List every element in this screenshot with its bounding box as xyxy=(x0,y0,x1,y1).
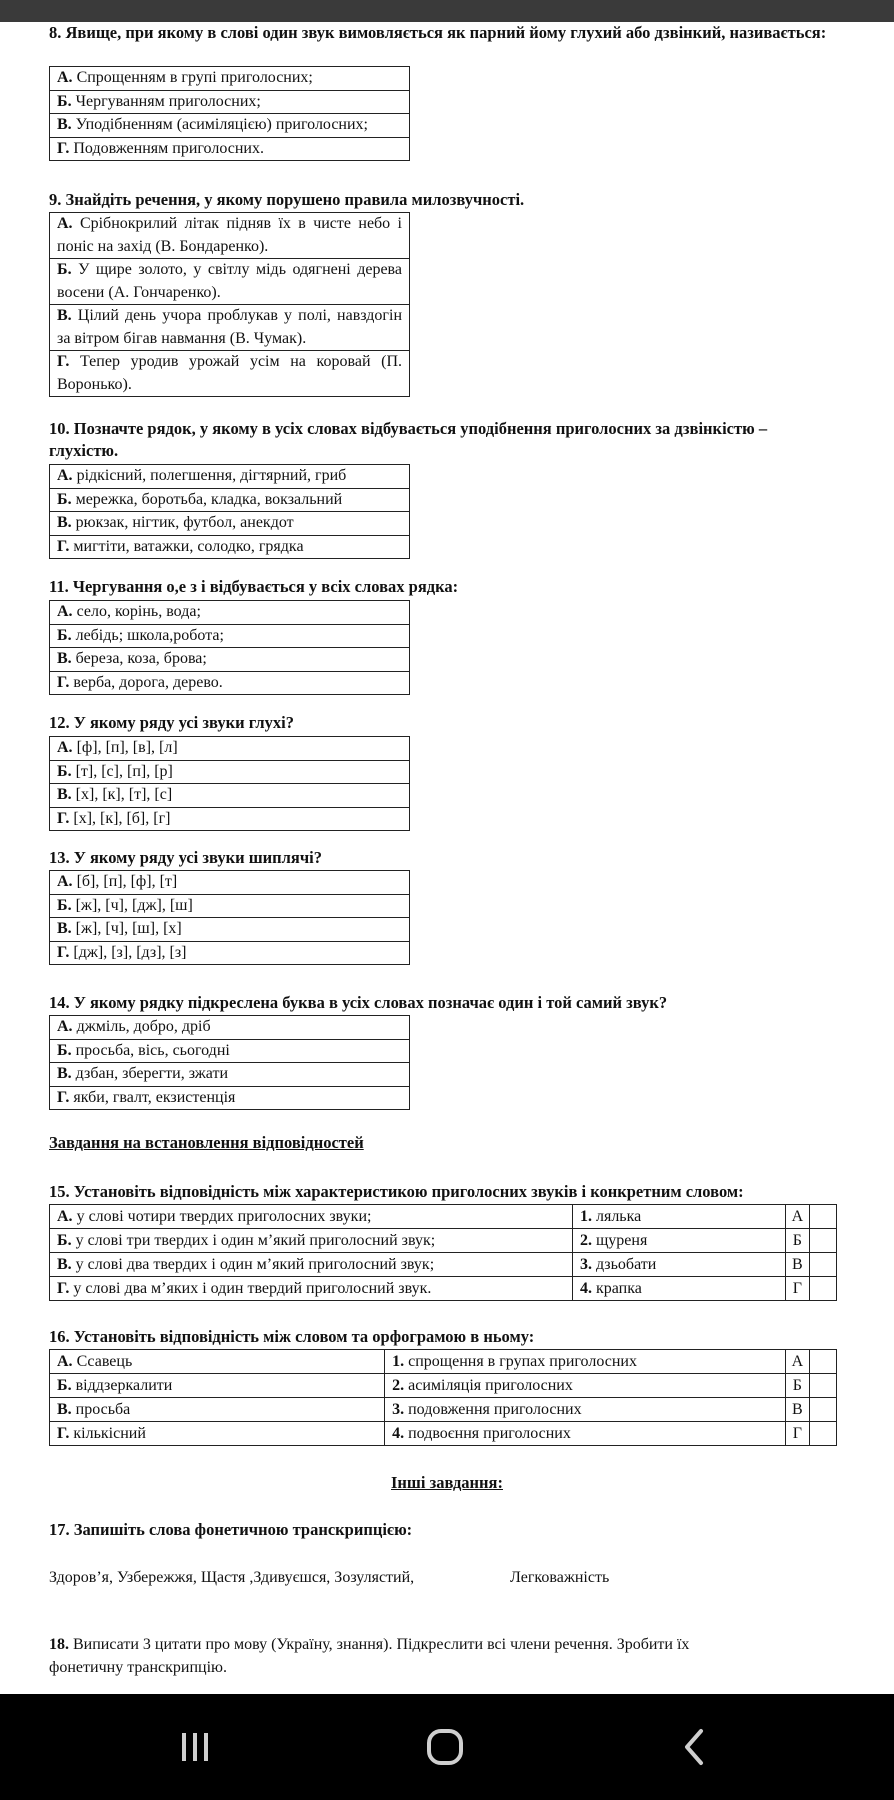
row-number: 1. xyxy=(579,1208,592,1225)
option-letter: Б. xyxy=(57,261,72,278)
option-row xyxy=(50,671,410,695)
option-row xyxy=(50,1016,410,1040)
answer-cell[interactable] xyxy=(809,1253,836,1277)
row-left-text: Ссавець xyxy=(76,1353,133,1370)
row-letter: Г. xyxy=(57,1280,70,1297)
option-letter: Г. xyxy=(57,1088,70,1106)
row-right-text: лялька xyxy=(595,1208,642,1225)
option-letter: В. xyxy=(57,307,72,324)
option-letter: А. xyxy=(57,215,73,232)
option-letter: А. xyxy=(57,603,73,620)
row-left-text: кількісний xyxy=(73,1425,146,1442)
option-row xyxy=(50,1086,410,1110)
option-row xyxy=(50,601,410,625)
question-12-options xyxy=(49,736,410,831)
option-row xyxy=(50,137,410,161)
option-text: якби, гвалт, екзистенція xyxy=(73,1088,236,1106)
question-17-title: 17. Запишіть слова фонетичною транскрипцією: xyxy=(49,1520,413,1539)
option-text: [ж], [ч], [ш], [х] xyxy=(75,920,182,937)
question-17-last-word: Легковажність xyxy=(510,1569,610,1586)
row-number: 1. xyxy=(392,1353,405,1370)
question-13-title: 13. У якому ряду усі звуки шиплячі? xyxy=(49,848,322,867)
option-text: Спрощенням в групі приголосних; xyxy=(76,69,313,86)
answer-cell[interactable] xyxy=(809,1229,836,1253)
option-letter: Г. xyxy=(57,809,70,827)
row-right-text: подовження приголосних xyxy=(408,1401,582,1418)
option-letter: В. xyxy=(57,920,72,937)
row-right-text: спрощення в групах приголосних xyxy=(408,1353,637,1370)
row-letter: Б. xyxy=(57,1232,72,1249)
match-row xyxy=(50,1398,837,1422)
option-text: дзбан, зберегти, зжати xyxy=(75,1065,229,1082)
option-letter: А. xyxy=(57,69,73,86)
match-row xyxy=(50,1229,837,1253)
answer-key-letter: А xyxy=(786,1350,809,1374)
option-row xyxy=(50,488,410,512)
question-18-text: Виписати 3 цитати про мову (Україну, знання). Підкреслити всі члени речення. Зробити їх xyxy=(69,1636,690,1653)
question-9-options xyxy=(49,212,410,397)
question-18-line-2: фонетичну транскрипцію. xyxy=(49,1659,228,1676)
row-right-text: подвоєння приголосних xyxy=(408,1425,571,1442)
option-row xyxy=(50,760,410,784)
home-icon xyxy=(425,1727,465,1767)
recent-apps-icon xyxy=(175,1727,215,1767)
option-text: [ф], [п], [в], [л] xyxy=(76,739,178,756)
match-row xyxy=(50,1277,837,1301)
answer-cell[interactable] xyxy=(809,1422,836,1446)
option-text: просьба, вісь, сьогодні xyxy=(75,1041,230,1059)
option-text: Срібнокрилий літак підняв їх в чисте небо і поніс на захід (В. Бондаренко). xyxy=(57,215,402,255)
answer-cell[interactable] xyxy=(809,1205,836,1229)
option-text: рюкзак, нігтик, футбол, анекдот xyxy=(75,514,294,531)
row-right-text: асиміляція приголосних xyxy=(408,1377,573,1394)
option-text: Тепер уродив урожай усім на коровай (П. Воронько). xyxy=(57,353,403,393)
option-row xyxy=(50,305,410,351)
option-letter: Г. xyxy=(57,353,70,370)
option-letter: В. xyxy=(57,650,72,667)
row-left-text: віддзеркалити xyxy=(71,1377,173,1394)
option-row xyxy=(50,894,410,918)
option-row xyxy=(50,67,410,91)
option-text: [т], [с], [п], [р] xyxy=(75,762,173,780)
row-letter: А. xyxy=(57,1208,73,1225)
answer-cell[interactable] xyxy=(809,1277,836,1301)
option-row xyxy=(50,213,410,259)
option-row xyxy=(50,114,410,138)
option-letter: А. xyxy=(57,739,73,756)
answer-cell[interactable] xyxy=(809,1350,836,1374)
back-icon xyxy=(675,1727,715,1767)
row-left-text: у слові чотири твердих приголосних звуки; xyxy=(76,1208,372,1225)
option-text: [дж], [з], [дз], [з] xyxy=(73,943,187,961)
option-text: Чергуванням приголосних; xyxy=(75,92,261,110)
question-16-title: 16. Установіть відповідність між словом та орфограмою в ньому: xyxy=(49,1327,535,1346)
option-row xyxy=(50,512,410,536)
option-row xyxy=(50,784,410,808)
option-text: село, корінь, вода; xyxy=(76,603,201,620)
question-17-words: Здоров’я, Узбережжя, Щастя ,Здивуєшся, Зозулястий, xyxy=(49,1569,415,1586)
back-button[interactable] xyxy=(645,1694,745,1800)
row-number: 3. xyxy=(392,1401,405,1418)
option-text: [х], [к], [б], [г] xyxy=(73,809,171,827)
option-letter: А. xyxy=(57,467,73,484)
option-letter: А. xyxy=(57,873,73,890)
answer-key-letter: Г xyxy=(786,1422,809,1446)
match-row xyxy=(50,1205,837,1229)
option-letter: Г. xyxy=(57,943,70,961)
answer-cell[interactable] xyxy=(809,1398,836,1422)
row-left-text: у слові два м’яких і один твердий приголосний звук. xyxy=(69,1280,432,1297)
option-letter: В. xyxy=(57,786,72,803)
row-left-text: просьба xyxy=(75,1401,131,1418)
question-12-title: 12. У якому ряду усі звуки глухі? xyxy=(49,713,294,732)
option-row xyxy=(50,259,410,305)
option-row xyxy=(50,1039,410,1063)
question-16-table xyxy=(49,1349,837,1446)
option-letter: Б. xyxy=(57,626,72,644)
option-row xyxy=(50,871,410,895)
option-letter: А. xyxy=(57,1018,73,1035)
document-page[interactable] xyxy=(0,22,894,1694)
option-row xyxy=(50,1063,410,1087)
answer-key-letter: Б xyxy=(786,1229,809,1253)
option-row xyxy=(50,648,410,672)
option-letter: Г. xyxy=(57,673,70,691)
question-13-options xyxy=(49,870,410,965)
question-11-options xyxy=(49,600,410,695)
option-row xyxy=(50,465,410,489)
question-18-number: 18. xyxy=(49,1636,69,1653)
navigation-bar xyxy=(0,1694,894,1800)
option-text: береза, коза, брова; xyxy=(75,650,207,667)
match-row xyxy=(50,1422,837,1446)
option-text: мережка, боротьба, кладка, вокзальний xyxy=(75,490,343,508)
row-number: 2. xyxy=(392,1377,405,1394)
row-left-text: у слові два твердих і один м’який приголосний звук; xyxy=(75,1256,435,1273)
row-left-text: у слові три твердих і один м’який приголосний звук; xyxy=(75,1232,436,1249)
question-15-table xyxy=(49,1204,837,1301)
option-text: [б], [п], [ф], [т] xyxy=(76,873,178,890)
question-10-title: 10. Позначте рядок, у якому в усіх словах відбувається уподібнення приголосних за дзвінкістю – глухістю. xyxy=(49,419,768,460)
option-letter: Б. xyxy=(57,762,72,780)
option-letter: Б. xyxy=(57,896,72,914)
question-14-options xyxy=(49,1015,410,1110)
row-number: 3. xyxy=(579,1256,592,1273)
option-letter: В. xyxy=(57,116,72,133)
answer-key-letter: В xyxy=(786,1253,809,1277)
answer-key-letter: Г xyxy=(786,1277,809,1301)
option-text: лебідь; школа,робота; xyxy=(75,626,224,644)
answer-key-letter: А xyxy=(786,1205,809,1229)
row-letter: Б. xyxy=(57,1377,72,1394)
row-right-text: дзьобати xyxy=(595,1256,657,1273)
match-row xyxy=(50,1350,837,1374)
home-button[interactable] xyxy=(395,1694,495,1800)
option-letter: Б. xyxy=(57,490,72,508)
question-15-title: 15. Установіть відповідність між характеристикою приголосних звуків і конкретним словом: xyxy=(49,1182,744,1201)
question-11-title: 11. Чергування о,е з і відбувається у всіх словах рядка: xyxy=(49,577,459,596)
option-letter: Б. xyxy=(57,92,72,110)
row-letter: В. xyxy=(57,1256,72,1273)
answer-key-letter: В xyxy=(786,1398,809,1422)
option-row xyxy=(50,737,410,761)
option-letter: В. xyxy=(57,1065,72,1082)
option-row xyxy=(50,535,410,559)
option-text: джміль, добро, дріб xyxy=(76,1018,211,1035)
option-text: [ж], [ч], [дж], [ш] xyxy=(75,896,193,914)
section-matching-heading: Завдання на встановлення відповідностей xyxy=(49,1133,364,1152)
option-letter: Б. xyxy=(57,1041,72,1059)
option-row xyxy=(50,807,410,831)
match-row xyxy=(50,1253,837,1277)
question-10-options xyxy=(49,464,410,559)
option-row xyxy=(50,918,410,942)
answer-cell[interactable] xyxy=(809,1374,836,1398)
option-row xyxy=(50,351,410,397)
option-text: Цілий день учора проблукав у полі, навздогін за вітром бігав навмання (В. Чумак). xyxy=(57,307,403,347)
question-18-line-1 xyxy=(49,1634,849,1656)
match-row xyxy=(50,1374,837,1398)
recent-apps-button[interactable] xyxy=(145,1694,245,1800)
row-number: 4. xyxy=(579,1280,592,1297)
row-right-text: щуреня xyxy=(595,1232,648,1249)
row-right-text: крапка xyxy=(595,1280,642,1297)
option-row xyxy=(50,941,410,965)
question-9-title: 9. Знайдіть речення, у якому порушено правила милозвучності. xyxy=(49,190,525,209)
row-letter: Г. xyxy=(57,1425,70,1442)
option-text: мигтіти, ватажки, солодко, грядка xyxy=(73,537,304,555)
section-other-heading: Інші завдання: xyxy=(391,1473,503,1492)
option-letter: Г. xyxy=(57,537,70,555)
question-14-title: 14. У якому рядку підкреслена буква в усіх словах позначає один і той самий звук? xyxy=(49,993,668,1012)
option-text: рідкісний, полегшення, дігтярний, гриб xyxy=(76,467,347,484)
row-number: 4. xyxy=(392,1425,405,1442)
option-row xyxy=(50,624,410,648)
answer-key-letter: Б xyxy=(786,1374,809,1398)
option-text: Уподібненням (асиміляцією) приголосних; xyxy=(75,116,368,133)
option-letter: Г. xyxy=(57,139,70,157)
row-letter: В. xyxy=(57,1401,72,1418)
option-text: верба, дорога, дерево. xyxy=(73,673,223,691)
option-letter: В. xyxy=(57,514,72,531)
option-text: [х], [к], [т], [с] xyxy=(75,786,173,803)
question-8-options xyxy=(49,66,410,161)
row-letter: А. xyxy=(57,1353,73,1370)
row-number: 2. xyxy=(579,1232,592,1249)
option-text: У щире золото, у світлу мідь одягнені дерева восени (А. Гончаренко). xyxy=(57,261,403,301)
option-text: Подовженням приголосних. xyxy=(73,139,264,157)
question-8-title: 8. Явище, при якому в слові один звук вимовляється як парний йому глухий або дзвінкий, називається: xyxy=(49,23,827,42)
option-row xyxy=(50,90,410,114)
status-bar xyxy=(0,0,894,22)
